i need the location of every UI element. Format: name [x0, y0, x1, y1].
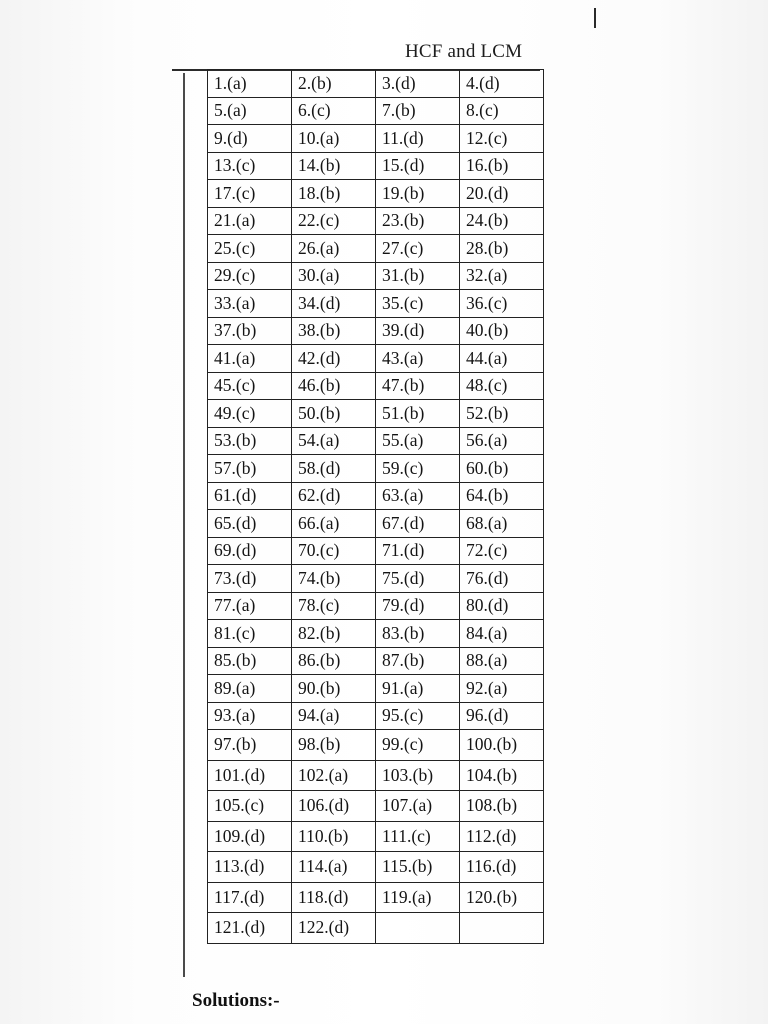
- margin-rule: [183, 73, 185, 977]
- answer-cell: 80.(d): [460, 592, 544, 620]
- answer-cell: 61.(d): [208, 482, 292, 510]
- answer-cell: 69.(d): [208, 537, 292, 565]
- answer-cell: 119.(a): [376, 882, 460, 913]
- answer-cell: 121.(d): [208, 913, 292, 944]
- answer-cell: 102.(a): [292, 760, 376, 791]
- table-row: [208, 262, 544, 290]
- answer-cell: 11.(d): [376, 125, 460, 153]
- answer-cell: 6.(c): [292, 97, 376, 125]
- answer-cell: 8.(c): [460, 97, 544, 125]
- answer-cell: 41.(a): [208, 345, 292, 373]
- answer-cell: 13.(c): [208, 152, 292, 180]
- answer-cell: 52.(b): [460, 400, 544, 428]
- answer-cell: 24.(b): [460, 207, 544, 235]
- answer-cell: 65.(d): [208, 510, 292, 538]
- answer-cell: 56.(a): [460, 427, 544, 455]
- answer-cell: 70.(c): [292, 537, 376, 565]
- answer-cell: 53.(b): [208, 427, 292, 455]
- answer-cell: 43.(a): [376, 345, 460, 373]
- answer-cell: 74.(b): [292, 565, 376, 593]
- answer-cell: 99.(c): [376, 730, 460, 761]
- table-row: [208, 125, 544, 153]
- answer-cell: 88.(a): [460, 647, 544, 675]
- answer-cell: 50.(b): [292, 400, 376, 428]
- answer-cell: 83.(b): [376, 620, 460, 648]
- table-row: [208, 913, 544, 944]
- answer-cell: 16.(b): [460, 152, 544, 180]
- answer-cell: 55.(a): [376, 427, 460, 455]
- answer-cell: 47.(b): [376, 372, 460, 400]
- answer-cell: 46.(b): [292, 372, 376, 400]
- answer-cell: 82.(b): [292, 620, 376, 648]
- answer-cell: 25.(c): [208, 235, 292, 263]
- answer-cell: 10.(a): [292, 125, 376, 153]
- answer-cell: 58.(d): [292, 455, 376, 483]
- answer-cell: [460, 913, 544, 944]
- answer-cell: 113.(d): [208, 852, 292, 883]
- answer-cell: 110.(b): [292, 821, 376, 852]
- answer-cell: 79.(d): [376, 592, 460, 620]
- table-row: [208, 207, 544, 235]
- page-edge-mark: [594, 8, 596, 28]
- answer-cell: 62.(d): [292, 482, 376, 510]
- answer-cell: 101.(d): [208, 760, 292, 791]
- answer-cell: 51.(b): [376, 400, 460, 428]
- answer-cell: 93.(a): [208, 702, 292, 730]
- table-row: [208, 760, 544, 791]
- answer-cell: 122.(d): [292, 913, 376, 944]
- table-row: [208, 647, 544, 675]
- answer-cell: 4.(d): [460, 70, 544, 98]
- answer-cell: 92.(a): [460, 675, 544, 703]
- answer-cell: 45.(c): [208, 372, 292, 400]
- answer-cell: 109.(d): [208, 821, 292, 852]
- table-row: [208, 730, 544, 761]
- answer-cell: 103.(b): [376, 760, 460, 791]
- answer-cell: 89.(a): [208, 675, 292, 703]
- table-row: [208, 482, 544, 510]
- answer-cell: 5.(a): [208, 97, 292, 125]
- answer-cell: 86.(b): [292, 647, 376, 675]
- table-row: [208, 235, 544, 263]
- table-row: [208, 510, 544, 538]
- answer-cell: [376, 913, 460, 944]
- answer-cell: 114.(a): [292, 852, 376, 883]
- answer-cell: 60.(b): [460, 455, 544, 483]
- answer-cell: 90.(b): [292, 675, 376, 703]
- answer-cell: 105.(c): [208, 791, 292, 822]
- answer-cell: 38.(b): [292, 317, 376, 345]
- answer-cell: 106.(d): [292, 791, 376, 822]
- answer-cell: 19.(b): [376, 180, 460, 208]
- answer-cell: 77.(a): [208, 592, 292, 620]
- answer-cell: 18.(b): [292, 180, 376, 208]
- answer-cell: 30.(a): [292, 262, 376, 290]
- answer-cell: 96.(d): [460, 702, 544, 730]
- answer-cell: 85.(b): [208, 647, 292, 675]
- answer-cell: 59.(c): [376, 455, 460, 483]
- table-row: [208, 180, 544, 208]
- answer-cell: 111.(c): [376, 821, 460, 852]
- table-row: [208, 455, 544, 483]
- answer-cell: 31.(b): [376, 262, 460, 290]
- answer-cell: 36.(c): [460, 290, 544, 318]
- table-row: [208, 882, 544, 913]
- table-row: [208, 537, 544, 565]
- table-row: [208, 675, 544, 703]
- table-row: [208, 791, 544, 822]
- answer-cell: 67.(d): [376, 510, 460, 538]
- table-row: [208, 70, 544, 98]
- answer-cell: 37.(b): [208, 317, 292, 345]
- answer-cell: 64.(b): [460, 482, 544, 510]
- answer-cell: 57.(b): [208, 455, 292, 483]
- answer-cell: 48.(c): [460, 372, 544, 400]
- answer-cell: 66.(a): [292, 510, 376, 538]
- answer-cell: 73.(d): [208, 565, 292, 593]
- table-row: [208, 702, 544, 730]
- answer-cell: 29.(c): [208, 262, 292, 290]
- answer-cell: 26.(a): [292, 235, 376, 263]
- answer-cell: 87.(b): [376, 647, 460, 675]
- table-row: [208, 821, 544, 852]
- answer-cell: 94.(a): [292, 702, 376, 730]
- answer-cell: 75.(d): [376, 565, 460, 593]
- table-row: [208, 852, 544, 883]
- table-row: [208, 620, 544, 648]
- answer-cell: 71.(d): [376, 537, 460, 565]
- answer-cell: 68.(a): [460, 510, 544, 538]
- table-row: [208, 152, 544, 180]
- answer-cell: 107.(a): [376, 791, 460, 822]
- answer-cell: 98.(b): [292, 730, 376, 761]
- table-row: [208, 345, 544, 373]
- answer-cell: 49.(c): [208, 400, 292, 428]
- answer-cell: 40.(b): [460, 317, 544, 345]
- answer-cell: 95.(c): [376, 702, 460, 730]
- answer-cell: 104.(b): [460, 760, 544, 791]
- answer-cell: 32.(a): [460, 262, 544, 290]
- answer-cell: 1.(a): [208, 70, 292, 98]
- answer-cell: 7.(b): [376, 97, 460, 125]
- answer-cell: 72.(c): [460, 537, 544, 565]
- page-title: HCF and LCM: [405, 41, 523, 62]
- answer-cell: 84.(a): [460, 620, 544, 648]
- answer-cell: 81.(c): [208, 620, 292, 648]
- answer-cell: 44.(a): [460, 345, 544, 373]
- table-row: [208, 592, 544, 620]
- answer-cell: 100.(b): [460, 730, 544, 761]
- answer-cell: 120.(b): [460, 882, 544, 913]
- table-row: [208, 97, 544, 125]
- answer-key-table: [207, 69, 544, 944]
- answer-cell: 39.(d): [376, 317, 460, 345]
- answer-cell: 33.(a): [208, 290, 292, 318]
- answer-cell: 108.(b): [460, 791, 544, 822]
- answer-cell: 35.(c): [376, 290, 460, 318]
- answer-cell: 117.(d): [208, 882, 292, 913]
- answer-cell: 9.(d): [208, 125, 292, 153]
- answer-cell: 17.(c): [208, 180, 292, 208]
- table-row: [208, 427, 544, 455]
- answer-cell: 12.(c): [460, 125, 544, 153]
- answer-cell: 116.(d): [460, 852, 544, 883]
- answer-cell: 118.(d): [292, 882, 376, 913]
- answer-cell: 115.(b): [376, 852, 460, 883]
- answer-cell: 3.(d): [376, 70, 460, 98]
- answer-cell: 15.(d): [376, 152, 460, 180]
- answer-cell: 21.(a): [208, 207, 292, 235]
- answer-cell: 2.(b): [292, 70, 376, 98]
- answer-cell: 42.(d): [292, 345, 376, 373]
- answer-cell: 34.(d): [292, 290, 376, 318]
- table-row: [208, 372, 544, 400]
- answer-cell: 54.(a): [292, 427, 376, 455]
- answer-cell: 63.(a): [376, 482, 460, 510]
- table-row: [208, 290, 544, 318]
- answer-cell: 22.(c): [292, 207, 376, 235]
- table-row: [208, 400, 544, 428]
- answer-cell: 76.(d): [460, 565, 544, 593]
- solutions-heading: Solutions:-: [192, 990, 280, 1011]
- answer-cell: 112.(d): [460, 821, 544, 852]
- answer-cell: 78.(c): [292, 592, 376, 620]
- answer-cell: 28.(b): [460, 235, 544, 263]
- answer-cell: 97.(b): [208, 730, 292, 761]
- answer-cell: 14.(b): [292, 152, 376, 180]
- answer-cell: 27.(c): [376, 235, 460, 263]
- table-row: [208, 317, 544, 345]
- answer-cell: 23.(b): [376, 207, 460, 235]
- answer-cell: 20.(d): [460, 180, 544, 208]
- answer-cell: 91.(a): [376, 675, 460, 703]
- answer-key-body: [208, 70, 544, 944]
- table-row: [208, 565, 544, 593]
